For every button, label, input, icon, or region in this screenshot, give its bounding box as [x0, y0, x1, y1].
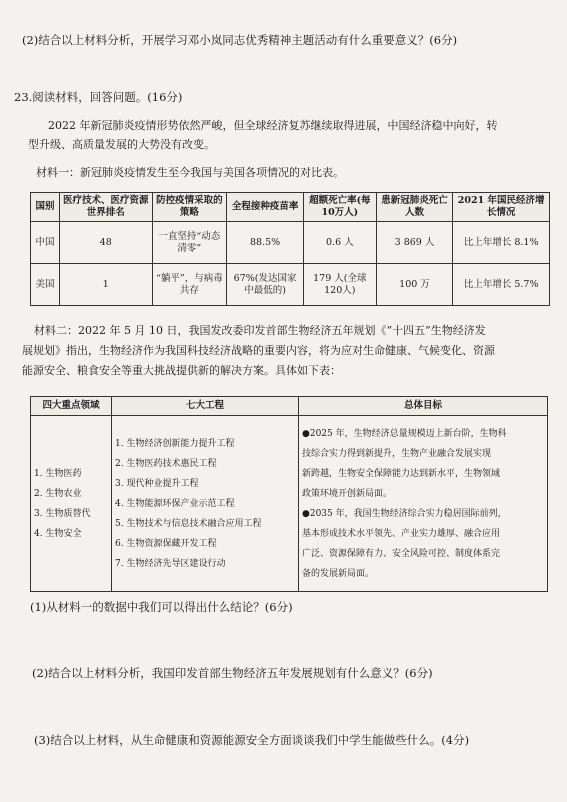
list-item: 1. 生物经济创新能力提升工程 — [115, 438, 235, 449]
question-23-header: 23.阅读材料，回答问题。(16分) — [14, 90, 183, 104]
goal-line: 基本形成技术水平领先、产业实力雄厚、融合应用 — [302, 528, 501, 539]
bioeconomy-plan-table — [30, 396, 548, 592]
goal-line: 新跨越，生物安全保障能力达到新水平，生物领域 — [302, 468, 501, 479]
table-cell: “躺平”，与病毒共存 — [152, 264, 227, 306]
sub-question-3: (3)结合以上材料，从生命健康和资源能源安全方面谈谈我们中学生能做些什么。(4分) — [34, 733, 470, 747]
table-cell: 67%(发达国家中最低的) — [227, 264, 304, 306]
table-cell: 0.6 人 — [303, 222, 376, 264]
table-header-row — [31, 397, 548, 416]
table-header: 超额死亡率(每10万人) — [303, 193, 376, 222]
table-header-row — [31, 193, 550, 222]
sub-question-1: (1)从材料一的数据中我们可以得出什么结论？(6分) — [30, 600, 293, 614]
table-header: 患新冠肺炎死亡人数 — [376, 193, 453, 222]
table-row — [31, 416, 548, 592]
table-cell: 一直坚持“动态清零” — [152, 222, 227, 264]
intro-line-1: 2022 年新冠肺炎疫情形势依然严峻，但全球经济复苏继续取得进展，中国经济稳中向好，转 — [48, 119, 498, 132]
intro-line-2: 型升级、高质量发展的大势没有改变。 — [28, 138, 215, 151]
material-2-line-2: 展规划》指出，生物经济作为我国科技经济战略的重要内容，将为应对生命健康、气候变化、资源 — [22, 344, 495, 357]
list-item: 4. 生物安全 — [34, 528, 82, 539]
sub-question-2: (2)结合以上材料分析，我国印发首部生物经济五年发展规划有什么意义？(6分) — [32, 666, 433, 680]
list-item: 7. 生物经济先导区建设行动 — [115, 558, 226, 569]
list-item: 2. 生物医药技术惠民工程 — [115, 458, 217, 469]
list-item: 3. 现代种业提升工程 — [115, 478, 199, 489]
table-header: 2021 年国民经济增长情况 — [453, 193, 550, 222]
table-header: 四大重点领域 — [31, 397, 112, 416]
table-cell: 比上年增长 8.1% — [453, 222, 550, 264]
projects-cell — [112, 416, 299, 592]
table-cell: 3 869 人 — [376, 222, 453, 264]
table-cell: 1 — [59, 264, 152, 306]
table-header: 七大工程 — [112, 397, 299, 416]
goals-cell — [299, 416, 548, 592]
table-header: 防控疫情采取的策略 — [152, 193, 227, 222]
list-item: 6. 生物资源保藏开发工程 — [115, 538, 217, 549]
goal-line: 政策环境开创新局面。 — [302, 488, 393, 499]
comparison-table — [30, 192, 550, 306]
table-row — [31, 264, 550, 306]
table-header: 全程接种疫苗率 — [227, 193, 304, 222]
list-item: 3. 生物质替代 — [34, 508, 91, 519]
table-cell: 100 万 — [376, 264, 453, 306]
table-cell: 美国 — [31, 264, 60, 306]
table-cell: 比上年增长 5.7% — [453, 264, 550, 306]
table-cell: 179 人(全球120人) — [303, 264, 376, 306]
goal-line: 广泛、资源保障有力、安全风险可控、制度体系完 — [302, 548, 501, 559]
list-item: 1. 生物医药 — [34, 468, 82, 479]
question-22-2: (2)结合以上材料分析，开展学习邓小岚同志优秀精神主题活动有什么重要意义？(6分) — [22, 33, 458, 47]
table-header: 医疗技术、医疗资源世界排名 — [59, 193, 152, 222]
material-1-title: 材料一：新冠肺炎疫情发生至今我国与美国各项情况的对比表。 — [36, 166, 344, 179]
table-header: 总体目标 — [299, 397, 548, 416]
table-cell: 中国 — [31, 222, 60, 264]
table-header: 国别 — [31, 193, 60, 222]
table-row — [31, 222, 550, 264]
goal-line: 备的发展新局面。 — [302, 568, 375, 579]
goal-line: ●2035 年，我国生物经济综合实力稳居国际前列， — [302, 508, 507, 519]
goal-line: ●2025 年，生物经济总量规模迈上新台阶，生物科 — [302, 428, 507, 439]
list-item: 4. 生物能源环保产业示范工程 — [115, 498, 235, 509]
goal-line: 技综合实力得到新提升，生物产业融合发展实现 — [302, 448, 492, 459]
table-cell: 48 — [59, 222, 152, 264]
list-item: 5. 生物技术与信息技术融合应用工程 — [115, 518, 262, 529]
table-cell: 88.5% — [227, 222, 304, 264]
focus-areas-cell — [31, 416, 112, 592]
material-2-line-3: 能源安全、粮食安全等重大挑战提供新的解决方案。具体如下表： — [22, 364, 341, 377]
list-item: 2. 生物农业 — [34, 488, 82, 499]
material-2-line-1: 材料二：2022 年 5 月 10 日，我国发改委印发首部生物经济五年规划《“十四五”生物经济发 — [34, 324, 486, 337]
